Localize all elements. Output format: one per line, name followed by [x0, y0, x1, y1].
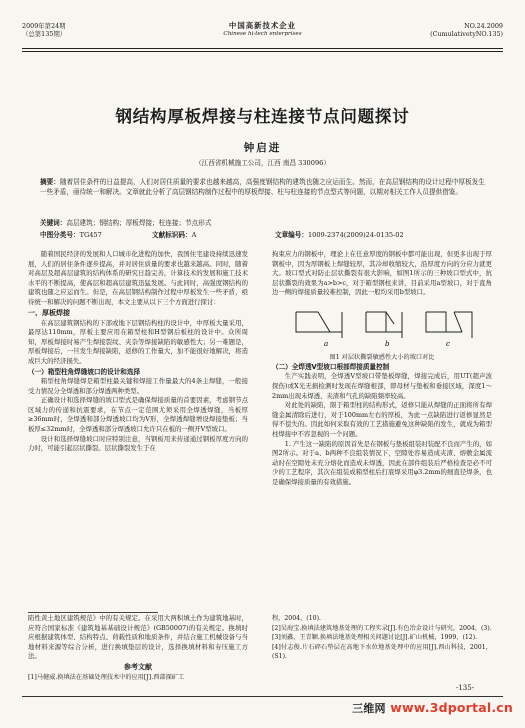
groove-diagram	[290, 302, 480, 348]
issue-number: 2009年第24期	[22, 22, 66, 30]
author-affiliation: （江西省机械施工公司，江西 南昌 330096）	[195, 159, 330, 167]
body-column-right	[272, 250, 492, 488]
reference-item: 程，2004，(10).	[272, 615, 321, 622]
bottom-column-left	[28, 614, 248, 683]
reference-item: [2]吴海宝.换填法建筑地基处理的工程实录[J].有色冶金设计与研究，2004，(3).	[272, 624, 492, 632]
figure-label-c: c	[446, 339, 450, 348]
groove-a	[296, 312, 342, 338]
footer-rule	[22, 696, 503, 697]
column-separator-rule	[28, 612, 158, 613]
subsection-heading: （一）箱型柱角焊缝坡口的设计和选择	[28, 367, 141, 376]
body-column-left	[28, 250, 248, 454]
journal-name-en: Chinese hi-tech enterprises	[223, 31, 302, 38]
figure-caption: 图1 对层状撕裂敏感性大小的坡口对比	[329, 353, 435, 361]
issue-info-en	[430, 22, 503, 39]
header-rule	[22, 48, 503, 49]
paragraph: 拘束应力的钢板中，理论上在任意厚度的钢板中都可能出现，但更多出现于厚钢板中，因为厚钢板上焊缝较厚，其冷却收缩较大，沿厚度方向的分应力就更大。坡口型式对防止层状撕裂有很大影响，如图1所示的三种坡口型式中，抗层状撕裂的效果为a>b>c，对于箱型钢柱来讲，目前采用a型坡口，对于直角边一侧的焊接质量较难控制，因此一般均采用b型坡口。	[272, 250, 492, 297]
reference-item: [4]付志俊.片石碎石垫层在高地下水位地基处理中的应用[J].西山科技，2001，(S1).	[272, 643, 492, 661]
figure-label-a: a	[324, 339, 329, 348]
document-code: 文献标识码：A	[152, 231, 197, 239]
figure-1	[272, 300, 492, 350]
running-header	[22, 22, 503, 48]
header-rule-thin	[22, 51, 503, 52]
references-heading: 参考文献	[124, 662, 152, 671]
paragraph: 对此处的缺陷，限于箱型柱的结构形式，返修只能从焊缝的正面将所有焊缝金属清除后进行，对于100mm左右的厚板，为此一点缺陷进行返修显然是得不偿失的。因此如何采取有效的工艺措施避免这种缺陷的发生，就成为箱型柱焊接中不容忽视的一个问题。	[272, 401, 492, 439]
issue-number-en: NO.24.2009	[464, 22, 503, 30]
abstract	[40, 177, 485, 197]
page-number: -135-	[455, 684, 475, 692]
article-author: 钟启进	[243, 142, 282, 154]
keywords	[40, 218, 485, 228]
section-heading: 一、厚板焊接	[28, 308, 70, 317]
bottom-column-right	[272, 614, 492, 662]
groove-c	[426, 312, 472, 338]
watermark-cn: 三维网	[352, 702, 386, 715]
paragraph: 陷性黄土地区建筑规范》中的有关规定。在采用大两积填土作为建筑地基时，应符合国家标准《建筑地基基础设计规范》(GB50007)的有关规定。换填时应根据建筑体型、结构特点、荷载性质和地质条件，并结合施工机械设备与当地材料来源等综合分析，进行换填垫层的设计，选择换填材料和夯压施工方法。	[28, 614, 248, 661]
groove-b	[366, 312, 402, 338]
paragraph: 箱型柱角焊缝焊是箱型柱最关键和焊接工作量最大的4条主焊缝，一般接受力情况分全焊透和部分焊透两种类型。	[28, 377, 248, 395]
figure-label-b: b	[385, 339, 390, 348]
site-watermark	[352, 700, 513, 716]
reference-item: [3]刘鑫，王青颖.换填法地基处理相关问题讨论[J].矿山机械，1999，(12).	[272, 634, 478, 642]
paragraph: 生产实践表明，全焊透V型坡口带垫板焊缝，焊接完成后，用UT(超声波探伤)或X光无损检测时发现在焊缝根部，即母材与垫板和垂接区域，深度1～2mm出现未焊透、夹渣和气孔的缺陷频率较高。	[272, 372, 492, 400]
abstract-label: 摘要：	[40, 178, 60, 186]
paragraph: 随着国民经济的发展和人口城市化进程的加快，我国住宅建设持续迅速发展，人们的居住条件逐步提高，并对居住质量的要求也越来越高。同时，随着对高层及超高层建筑的结构体系的研究日趋完善，计算技术的发展和施工技术水平的不断提高，使高层和超高层建筑迅猛发展。与此同时，高强度钢结构的建筑也随之应运而生。但是，在高层钢结构制作过程中厚板发生一些矛盾，亟待统一和解决的问题不断出现，本文主要从以下三个方面进行探讨：	[28, 250, 248, 306]
subsection-heading: （二）全焊透V型坡口根部焊接质量控制	[272, 362, 390, 371]
watermark-url: www.3dportal.cn	[390, 700, 513, 715]
clc-code: 中图分类号：TG457	[40, 231, 102, 239]
article-title: 钢结构厚板焊接与柱连接节点问题探讨	[115, 107, 410, 126]
paragraph: 设计和选择焊缝坡口时应特别注意，当钢板用来传递通过钢板厚度方向的力时，可能引起层状撕裂。层状撕裂发生于在	[28, 434, 248, 453]
abstract-text: 随着居住条件的日益提高，人们对居住质量的要求也越来越高，高强度钢结构的建筑也随之应运而生。然而，在高层钢结构的设计过程中厚板发生一些矛盾，亟待统一和解决。文章就此分析了高层钢结构制作过程中的厚板焊接、柱与柱连接的节点型式等问题，以期对相关工作人员提供借鉴。	[40, 178, 486, 196]
reference-item: [1]马健威.换填法在基础处理技术中的应用[J].西部探矿工	[28, 673, 185, 681]
article-id: 文章编号：1009-2374(2009)24-0135-02	[275, 231, 404, 239]
paragraph: 1. 产生这一缺陷的原因首先是在钢板与垫板组装时装配不良而产生的，如图2所示。对于a、b两种不良组装情况下，空隙处容易造成夹渣、熔敷金属流动时在空隙处未充分熔化而造成未焊透，因此在部件组装后严格检查是必不可少的工艺程序，其次在组装成箱型柱后打底焊采用φ3.2mm的细直径焊条，也是确保焊接质量的有效措施。	[272, 439, 492, 486]
cumulative-issue: （总第135期）	[22, 30, 67, 39]
paragraph: 正确设计和选择焊缝的坡口型式是确保焊接质量的首要因素，考虑钢节点区域力的传递和抗震要求，在节点一定范围尤须采用全焊透焊缝，当板厚≥36mm时，全焊透和部分焊透坡口均为V形，全焊透焊缝增设焊接垫板；当板厚≤32mm时，全焊透和部分焊透坡口允许只在板的一侧开V型坡口。	[28, 396, 248, 433]
cumulative-issue-en: (CumulativetyNO.135)	[430, 30, 503, 39]
keywords-label: 关键词：	[40, 219, 67, 227]
journal-name-cn: 中国高新技术企业	[228, 21, 297, 30]
keywords-text: 高层建筑；钢结构；厚板焊接；柱连接；节点形式	[66, 219, 212, 227]
paragraph: 在高层建筑钢结构的下部或地下层钢结构柱的设计中，中厚板大量采用，最厚达110mm，厚板主要应用在箱型柱和H型钢后板柱的设计中。众所周知，厚板焊接时易产生焊接裂纹、夹杂等焊接缺陷的敏感性大；另一难题是，厚板焊接后，一旦发生焊接缺陷，返修的工作量大，加不能很好地解决，将造成巨大的经济损失。	[28, 318, 248, 365]
